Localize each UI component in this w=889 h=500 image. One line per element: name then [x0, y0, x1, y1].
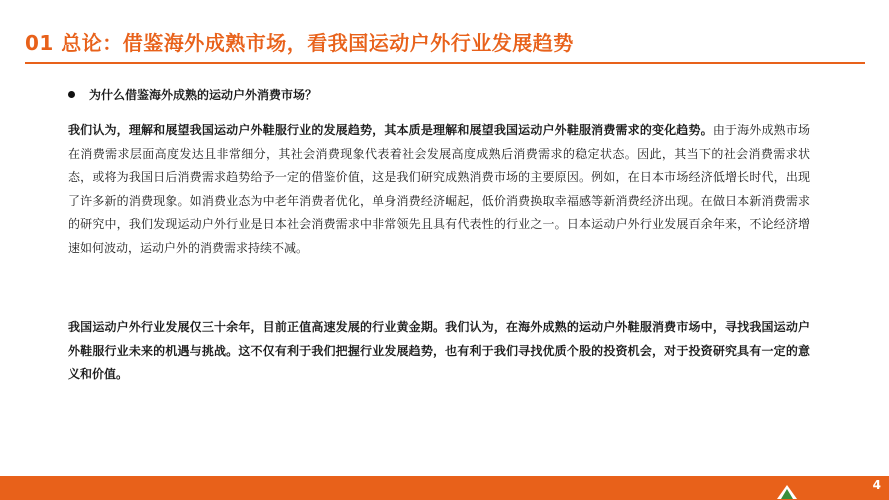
paragraph-1-lead: 我们认为，理解和展望我国运动户外鞋服行业的发展趋势，其本质是理解和展望我国运动户外鞋服消费需求的变化趋势。 [68, 123, 713, 137]
paragraph-1 [68, 119, 810, 260]
paragraph-2-text: 我国运动户外行业发展仅三十余年，目前正值高速发展的行业黄金期。我们认为，在海外成熟的运动户外鞋服消费市场中，寻找我国运动户外鞋服行业未来的机遇与挑战。这不仅有利于我们把握行业发展趋势，也有利于我们寻找优质个股的投资机会，对于投资研究具有一定的意义和价值。 [68, 320, 810, 381]
logo-icon [776, 484, 798, 500]
bullet-question [68, 86, 317, 103]
footer-bar [0, 476, 889, 500]
paragraph-1-body: 由于海外成熟市场在消费需求层面高度发达且非常细分，其社会消费现象代表着社会发展高度成熟后消费需求的稳定状态。因此，其当下的社会消费需求状态，或将为我国日后消费需求趋势给予一定的借鉴价值，这是我们研究成熟消费市场的主要原因。例如，在日本市场经济低增长时代，出现了许多新的消费现象。如消费业态为中老年消费者优化，单身消费经济崛起，低价消费换取幸福感等新消费经济出现。在做日本新消费需求的研究中，我们发现运动户外行业是日本社会消费需求中非常领先且具有代表性的行业之一。日本运动户外行业发展百余年来，不论经济增速如何波动，运动户外的消费需求持续不减。 [68, 123, 810, 255]
title-divider [25, 62, 865, 64]
page-number: 4 [872, 478, 881, 492]
bullet-question-text: 为什么借鉴海外成熟的运动户外消费市场？ [89, 88, 318, 102]
page-title: 01 总论：借鉴海外成熟市场，看我国运动户外行业发展趋势 [25, 31, 574, 55]
bullet-dot-icon [68, 91, 75, 98]
paragraph-2 [68, 316, 810, 387]
